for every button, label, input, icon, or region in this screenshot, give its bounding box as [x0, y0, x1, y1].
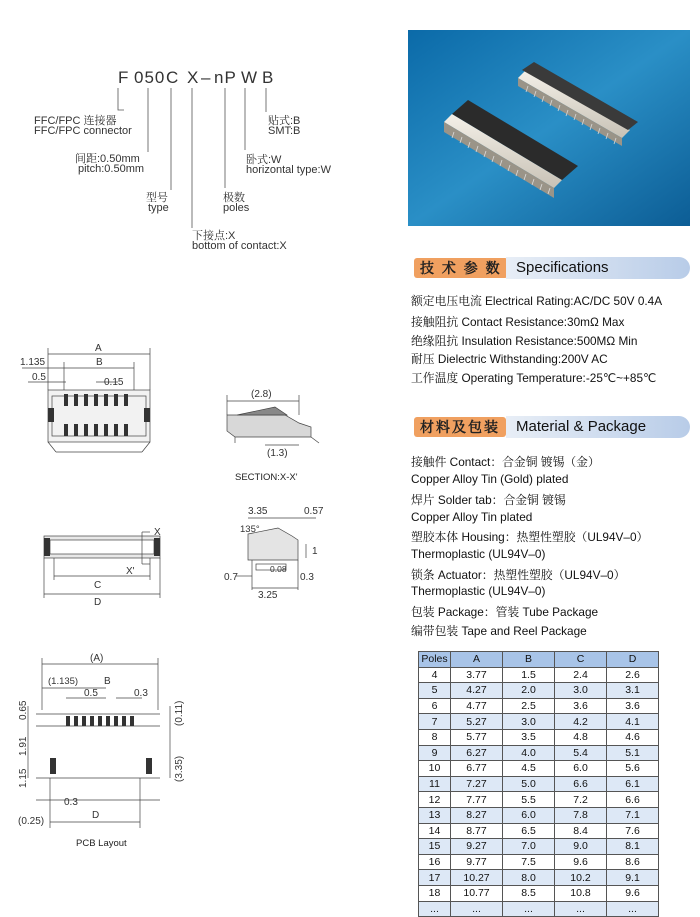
legend-poles-cn: 极数	[223, 192, 245, 204]
table-cell: 8.4	[555, 823, 607, 839]
table-cell: 6.0	[503, 807, 555, 823]
header-poles: Poles	[419, 652, 451, 668]
table-row	[419, 854, 659, 870]
table-cell: 7.5	[503, 854, 555, 870]
table-cell: 7.8	[555, 807, 607, 823]
pn-char-x: X	[187, 68, 200, 87]
table-cell: 10.27	[451, 870, 503, 886]
table-cell: 7.6	[607, 823, 659, 839]
table-cell: 2.4	[555, 667, 607, 683]
table-cell: 3.0	[503, 714, 555, 730]
bottom-label-x: X	[154, 527, 161, 538]
table-cell: 9.6	[607, 885, 659, 901]
table-cell: ...	[555, 901, 607, 917]
dimension-table-header	[419, 652, 659, 668]
table-cell: 3.1	[607, 683, 659, 699]
top-dim-1135: 1.135	[20, 357, 46, 368]
pcb-dim-a: (A)	[90, 653, 104, 664]
section-dim-28: (2.8)	[251, 389, 272, 400]
table-cell: 8.77	[451, 823, 503, 839]
table-cell: 10.8	[555, 885, 607, 901]
material-line-housing-cn: 塑胶本体 Housing：热塑性塑胶（UL94V–0）	[411, 530, 649, 544]
table-cell: 17	[419, 870, 451, 886]
table-cell: 8.6	[607, 854, 659, 870]
pcb-dim-115: 1.15	[18, 768, 29, 788]
table-row	[419, 885, 659, 901]
legend-smt-cn: 贴式:B	[268, 115, 301, 127]
pn-char-b: B	[262, 68, 275, 87]
table-cell: 3.6	[607, 698, 659, 714]
table-cell: 5.77	[451, 729, 503, 745]
pcb-dim-335: (3.35)	[174, 755, 185, 782]
legend-poles-en: poles	[223, 202, 250, 214]
table-cell: 4.0	[503, 745, 555, 761]
header-b: B	[503, 652, 555, 668]
side-dim-1: 1	[312, 546, 318, 557]
bottom-dim-d: D	[94, 597, 102, 607]
material-line-actuator-cn: 锁条 Actuator：热塑性塑胶（UL94V–0）	[411, 568, 626, 582]
legend-type-cn: 型号	[146, 192, 168, 204]
table-cell: 7.0	[503, 839, 555, 855]
table-row	[419, 792, 659, 808]
side-dim-335: 3.35	[248, 506, 268, 517]
table-cell: 6.27	[451, 745, 503, 761]
table-cell: 5.1	[607, 745, 659, 761]
table-cell: 1.5	[503, 667, 555, 683]
table-cell: 9.6	[555, 854, 607, 870]
table-cell: ...	[607, 901, 659, 917]
pcb-dim-1135: (1.135)	[48, 676, 79, 687]
material-line-package: 包装 Package：管装 Tube Package	[411, 605, 599, 619]
table-row	[419, 729, 659, 745]
legend-type-en: type	[148, 202, 169, 214]
material-line-actuator-en: Thermoplastic (UL94V–0)	[411, 584, 546, 598]
pcb-dim-03a: 0.3	[134, 688, 148, 699]
legend-contact-cn: 下接点:X	[192, 230, 236, 242]
table-cell: 7.1	[607, 807, 659, 823]
table-cell: 4.27	[451, 683, 503, 699]
table-cell: 18	[419, 885, 451, 901]
material-line-solder-cn: 焊片 Solder tab：合金铜 镀锡	[411, 493, 566, 507]
table-row	[419, 776, 659, 792]
bottom-label-xp: X'	[126, 566, 135, 577]
pn-char-050: 050	[134, 68, 166, 87]
table-cell: 5.6	[607, 761, 659, 777]
legend-smt-en: SMT:B	[268, 125, 301, 137]
legend-pitch-cn: 间距:0.50mm	[75, 153, 140, 165]
table-cell: 9	[419, 745, 451, 761]
table-row	[419, 683, 659, 699]
side-dim-325: 3.25	[258, 590, 278, 601]
table-cell: ...	[419, 901, 451, 917]
table-cell: 8	[419, 729, 451, 745]
table-cell: 13	[419, 807, 451, 823]
pn-char-c: C	[166, 68, 180, 87]
header-a: A	[451, 652, 503, 668]
pcb-dim-011: (0.11)	[174, 700, 185, 726]
material-line-solder-en: Copper Alloy Tin plated	[411, 510, 533, 524]
table-cell: 10.2	[555, 870, 607, 886]
table-row	[419, 823, 659, 839]
pcb-dim-b: B	[104, 676, 111, 687]
table-cell: 12	[419, 792, 451, 808]
legend-contact-en: bottom of contact:X	[192, 240, 287, 252]
pn-char-dash: –	[201, 68, 212, 87]
table-cell: 6.0	[555, 761, 607, 777]
table-cell: 7.77	[451, 792, 503, 808]
table-cell: 7.2	[555, 792, 607, 808]
table-cell: 9.77	[451, 854, 503, 870]
table-cell: 2.0	[503, 683, 555, 699]
section-dim-13: (1.3)	[267, 448, 288, 459]
table-cell: 4.1	[607, 714, 659, 730]
table-cell: 3.77	[451, 667, 503, 683]
table-cell: 6.5	[503, 823, 555, 839]
header-d: D	[607, 652, 659, 668]
table-cell: ...	[451, 901, 503, 917]
legend-pitch-en: pitch:0.50mm	[78, 163, 145, 175]
legend-connector-en: FFC/FPC connector	[34, 125, 132, 137]
pcb-dim-025: (0.25)	[18, 816, 45, 827]
table-cell: 5.27	[451, 714, 503, 730]
pcb-dim-05: 0.5	[84, 688, 98, 699]
table-cell: 4.2	[555, 714, 607, 730]
spec-electrical-rating: 额定电压电流 Electrical Rating:AC/DC 50V 0.4A	[411, 294, 663, 308]
pcb-dim-191: 1.91	[18, 736, 29, 756]
table-row	[419, 761, 659, 777]
specifications-header	[408, 257, 690, 279]
table-cell: 5.0	[503, 776, 555, 792]
table-cell: 6.77	[451, 761, 503, 777]
spec-dielectric-withstanding: 耐压 Dielectric Withstanding:200V AC	[411, 352, 608, 366]
side-view-drawing	[218, 500, 333, 605]
table-cell: 8.0	[503, 870, 555, 886]
table-row	[419, 745, 659, 761]
table-cell: 2.6	[607, 667, 659, 683]
material-line-tape-reel: 编带包装 Tape and Reel Package	[411, 624, 587, 638]
pcb-dim-03b: 0.3	[64, 797, 78, 808]
side-dim-057: 0.57	[304, 506, 324, 517]
legend-horizontal-en: horizontal type:W	[246, 164, 331, 176]
section-caption: SECTION:X-X'	[235, 472, 298, 483]
material-line-contact-cn: 接触件 Contact：合金铜 镀锡（金）	[411, 455, 600, 469]
table-cell: 6.6	[607, 792, 659, 808]
material-title-en: Material & Package	[506, 416, 690, 438]
top-dim-015: 0.15	[104, 377, 124, 388]
table-cell: 10.77	[451, 885, 503, 901]
pcb-layout-drawing	[10, 650, 195, 855]
table-cell: 5.5	[503, 792, 555, 808]
pcb-caption: PCB Layout	[76, 838, 127, 849]
section-drawing	[215, 385, 330, 485]
specifications-title-cn: 技 术 参 数	[414, 258, 508, 278]
table-cell: 6.1	[607, 776, 659, 792]
legend-connector-cn: FFC/FPC 连接器	[34, 115, 117, 127]
table-cell: 8.5	[503, 885, 555, 901]
spec-insulation-resistance: 绝缘阻抗 Insulation Resistance:500MΩ Min	[411, 334, 638, 348]
spec-contact-resistance: 接触阻抗 Contact Resistance:30mΩ Max	[411, 315, 625, 329]
top-dim-05: 0.5	[32, 372, 46, 383]
top-view-drawing	[0, 340, 175, 470]
table-cell: 5.4	[555, 745, 607, 761]
table-row	[419, 807, 659, 823]
pcb-dim-d: D	[92, 810, 100, 821]
specifications-title-en: Specifications	[506, 257, 690, 279]
side-dim-03: 0.3	[300, 572, 314, 583]
pn-char-f: F	[118, 68, 130, 87]
pn-char-np: nP	[214, 68, 237, 87]
table-cell: 8.1	[607, 839, 659, 855]
table-cell: 5	[419, 683, 451, 699]
table-cell: 7.27	[451, 776, 503, 792]
table-cell: ...	[503, 901, 555, 917]
table-cell: 4.5	[503, 761, 555, 777]
table-cell: 6.6	[555, 776, 607, 792]
table-cell: 15	[419, 839, 451, 855]
material-line-housing-en: Thermoplastic (UL94V–0)	[411, 547, 546, 561]
table-row	[419, 901, 659, 917]
table-cell: 3.6	[555, 698, 607, 714]
table-cell: 2.5	[503, 698, 555, 714]
top-dim-a: A	[95, 343, 102, 354]
material-line-contact-en: Copper Alloy Tin (Gold) plated	[411, 472, 569, 486]
bottom-view-drawing	[30, 522, 180, 607]
table-cell: 9.1	[607, 870, 659, 886]
spec-operating-temperature: 工作温度 Operating Temperature:-25℃~+85℃	[411, 371, 657, 385]
side-dim-008: 0.08	[270, 564, 287, 574]
table-cell: 4.8	[555, 729, 607, 745]
dimension-table	[418, 651, 659, 917]
table-cell: 11	[419, 776, 451, 792]
side-angle-135: 135°	[240, 524, 260, 535]
table-cell: 4.77	[451, 698, 503, 714]
side-dim-07: 0.7	[224, 572, 238, 583]
dimension-table-body	[419, 667, 659, 917]
table-cell: 9.27	[451, 839, 503, 855]
pn-char-w: W	[241, 68, 259, 87]
top-dim-b: B	[96, 357, 103, 368]
table-cell: 8.27	[451, 807, 503, 823]
table-row	[419, 698, 659, 714]
table-cell: 3.0	[555, 683, 607, 699]
table-row	[419, 714, 659, 730]
table-cell: 4	[419, 667, 451, 683]
product-photo	[408, 30, 690, 226]
header-c: C	[555, 652, 607, 668]
table-row	[419, 839, 659, 855]
pcb-dim-065: 0.65	[18, 700, 29, 720]
table-cell: 6	[419, 698, 451, 714]
table-cell: 3.5	[503, 729, 555, 745]
table-cell: 10	[419, 761, 451, 777]
table-cell: 9.0	[555, 839, 607, 855]
table-cell: 14	[419, 823, 451, 839]
table-row	[419, 870, 659, 886]
bottom-dim-c: C	[94, 580, 102, 591]
material-title-cn: 材料及包装	[414, 417, 506, 437]
table-cell: 7	[419, 714, 451, 730]
material-header	[408, 416, 690, 438]
table-cell: 4.6	[607, 729, 659, 745]
table-cell: 16	[419, 854, 451, 870]
legend-horizontal-cn: 卧式:W	[246, 154, 282, 166]
table-row	[419, 667, 659, 683]
